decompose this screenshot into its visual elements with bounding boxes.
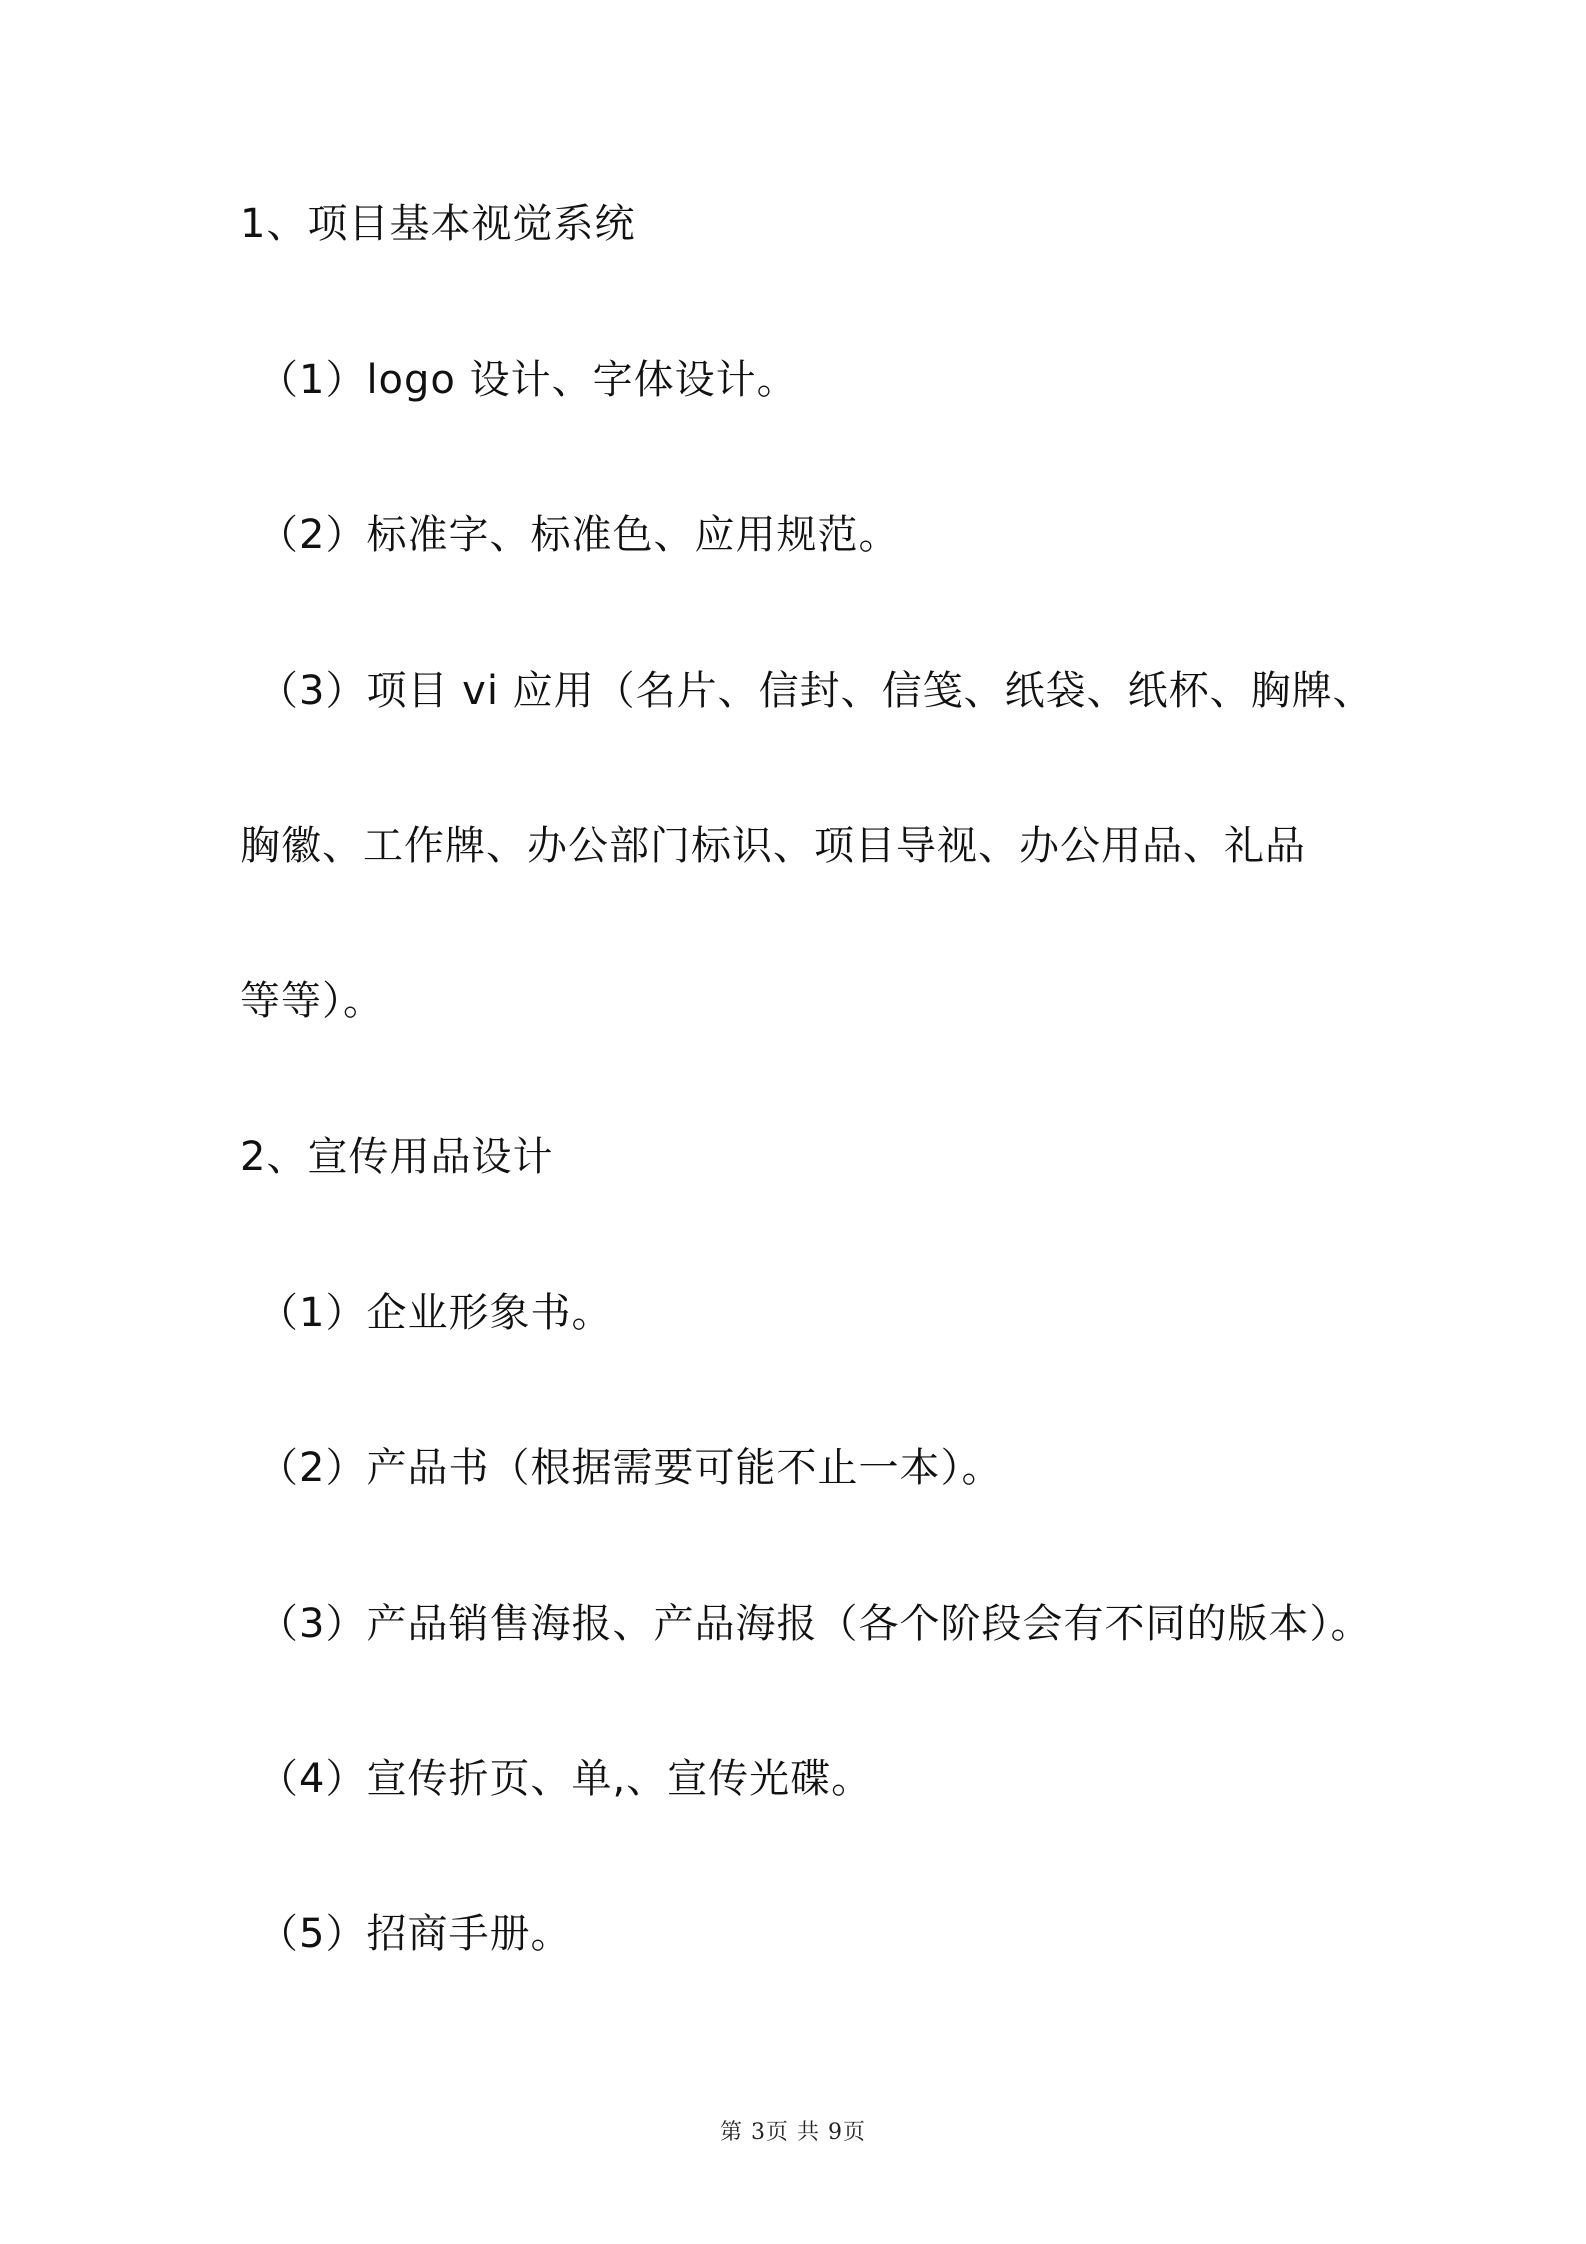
list-item-2-1: （1）企业形象书。 xyxy=(258,1290,613,1336)
section-heading-1: 1、项目基本视觉系统 xyxy=(240,201,636,247)
list-item-1-3-continued: 胸徽、工作牌、办公部门标识、项目导视、办公用品、礼品 xyxy=(240,823,1306,869)
list-item-2-2: （2）产品书（根据需要可能不止一本）。 xyxy=(258,1445,1003,1491)
list-item-2-4: （4）宣传折页、单,、宣传光碟。 xyxy=(258,1756,873,1802)
list-item-2-5: （5）招商手册。 xyxy=(258,1911,572,1957)
list-item-1-3-end: 等等）。 xyxy=(240,978,384,1024)
list-item-2-3: （3）产品销售海报、产品海报（各个阶段会有不同的版本）。 xyxy=(258,1601,1372,1647)
list-item-1-2: （2）标准字、标准色、应用规范。 xyxy=(258,512,900,558)
list-item-1-1: （1）logo 设计、字体设计。 xyxy=(258,357,798,403)
list-item-1-3: （3）项目 vi 应用（名片、信封、信笺、纸袋、纸杯、胸牌、 xyxy=(258,668,1374,714)
page-number-footer: 第 3页 共 9页 xyxy=(720,2120,866,2145)
section-heading-2: 2、宣传用品设计 xyxy=(240,1134,554,1180)
